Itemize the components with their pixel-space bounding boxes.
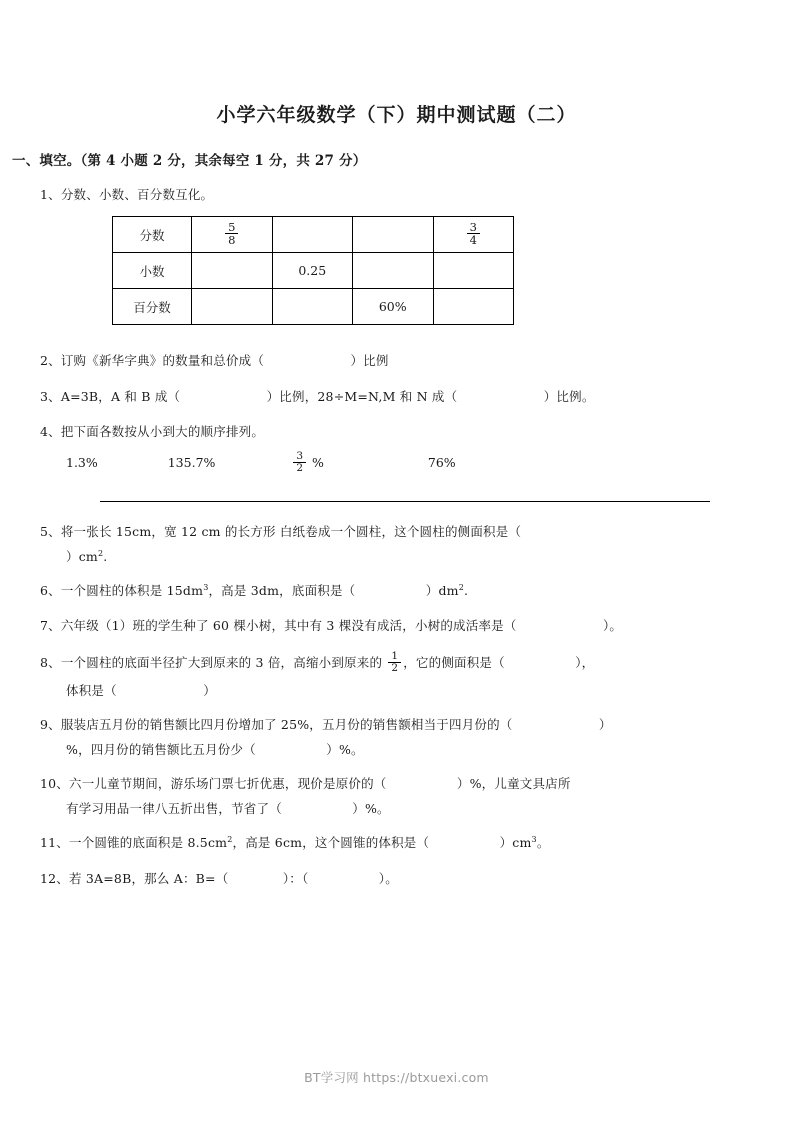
- section-heading-fill-in-blanks: 一、填空。（第 4 小题 2 分，其余每空 1 分，共 27 分）: [12, 153, 367, 169]
- page-title: 小学六年级数学（下）期中测试题（二）: [216, 104, 577, 126]
- table-cell[interactable]: [272, 217, 353, 253]
- question-11-end: 。: [536, 835, 550, 851]
- question-12-suffix: ）。: [378, 870, 398, 886]
- percent-sign: %: [312, 454, 324, 470]
- question-5-continuation: [0, 547, 793, 565]
- question-12: [0, 869, 793, 888]
- question-10-continuation: [0, 799, 793, 817]
- fraction-3-4: $\frac{3}{4}$: [467, 221, 480, 247]
- question-2-prefix: 2、订购《新华字典》的数量和总价成（: [40, 353, 265, 369]
- question-8-cont-prefix: 体积是（: [66, 682, 117, 698]
- question-10-middle: ）%，儿童文具店所: [456, 776, 571, 792]
- question-2-suffix: ）比例: [350, 353, 389, 369]
- exponent: 2: [458, 582, 465, 592]
- question-6-prefix: 6、一个圆柱的体积是 15dm: [40, 582, 204, 598]
- answer-rule: [100, 501, 710, 502]
- row-label-fraction: 分数: [113, 217, 192, 253]
- question-10-cont-suffix: ）%。: [352, 801, 390, 817]
- table-cell[interactable]: [192, 217, 273, 253]
- fraction-3-2: $\frac{3}{2}$: [293, 451, 306, 474]
- question-9-continuation: [0, 740, 793, 758]
- fraction-decimal-percent-table: [112, 216, 514, 325]
- table-cell[interactable]: 60%: [353, 289, 434, 325]
- question-6-end: .: [464, 582, 469, 598]
- question-8-middle: ，它的侧面积是（: [403, 654, 505, 670]
- table-cell[interactable]: [433, 253, 514, 289]
- question-9-prefix: 9、服装店五月份的销售额比四月份增加了 25%，五月份的销售额相当于四月份的（: [40, 716, 513, 732]
- question-12-middle: ）：（: [282, 870, 309, 886]
- question-8-cont-suffix: ）: [203, 682, 216, 698]
- table-cell[interactable]: [433, 217, 514, 253]
- row-label-decimal: 小数: [113, 253, 192, 289]
- question-8-prefix: 8、一个圆柱的底面半径扩大到原来的 3 倍，高缩小到原来的: [40, 654, 383, 670]
- question-8: [0, 649, 793, 675]
- exponent: 3: [203, 582, 209, 592]
- question-5-cont-prefix: ）cm: [66, 548, 98, 564]
- value-item: 135.7%: [167, 454, 216, 470]
- question-11-suffix: ）cm: [499, 835, 532, 851]
- question-4-values: [0, 449, 793, 475]
- exponent: 3: [531, 835, 537, 845]
- question-7-prefix: 7、六年级（1）班的学生种了 60 棵小树，其中有 3 棵没有成活，小树的成活率是（: [40, 618, 517, 634]
- question-6-suffix: ）dm: [425, 582, 459, 598]
- table-cell[interactable]: [353, 253, 434, 289]
- question-1-text: 1、分数、小数、百分数互化。: [40, 187, 214, 202]
- question-3-middle: ）比例，28÷M=N,M 和 N 成（: [266, 388, 458, 404]
- question-4-answer-line[interactable]: [0, 501, 793, 502]
- value-item: 76%: [427, 454, 456, 470]
- question-9-cont-prefix: %，四月份的销售额比五月份少（: [66, 742, 256, 758]
- question-6: [0, 581, 793, 600]
- question-7-suffix: ）。: [602, 618, 623, 634]
- table-row: [113, 253, 514, 289]
- question-4-text: 4、把下面各数按从小到大的顺序排列。: [40, 424, 265, 440]
- question-8-suffix: ），: [575, 654, 595, 670]
- conversion-table-wrapper: [0, 216, 793, 325]
- fraction-1-2: $\frac{1}{2}$: [388, 651, 401, 674]
- question-5-prefix: 5、将一张长 15cm，宽 12 cm 的长方形 白纸卷成一个圆柱，这个圆柱的侧面积是（: [40, 523, 522, 539]
- question-10-cont-prefix: 有学习用品一律八五折出售，节省了（: [66, 801, 282, 817]
- table-row: [113, 217, 514, 253]
- question-10-prefix: 10、六一儿童节期间，游乐场门票七折优惠，现价是原价的（: [40, 776, 387, 792]
- question-12-prefix: 12、若 3A=8B，那么 A：B=（: [40, 870, 229, 886]
- question-7: [0, 616, 793, 635]
- question-5: [0, 522, 793, 541]
- question-3-prefix: 3、A=3B，A 和 B 成（: [40, 388, 181, 404]
- question-9-cont-suffix: ）%。: [326, 742, 364, 758]
- question-6-middle: ，高是 3dm，底面积是（: [208, 582, 356, 598]
- question-2: [0, 351, 793, 370]
- value-item: 1.3%: [66, 454, 98, 470]
- table-cell[interactable]: [272, 289, 353, 325]
- question-3-suffix: ）比例。: [543, 388, 595, 404]
- question-11-prefix: 11、一个圆锥的底面积是 8.5cm: [40, 835, 228, 851]
- table-cell[interactable]: [433, 289, 514, 325]
- table-cell[interactable]: [192, 253, 273, 289]
- fraction-5-8: $\frac{5}{8}$: [225, 221, 238, 247]
- table-cell[interactable]: [353, 217, 434, 253]
- question-11: [0, 833, 793, 852]
- question-4: [0, 422, 793, 441]
- question-1: [0, 185, 793, 204]
- table-cell[interactable]: 0.25: [272, 253, 353, 289]
- footer-watermark: BT学习网 https://btxuexi.com: [304, 1070, 489, 1085]
- question-11-middle: ，高是 6cm，这个圆锥的体积是（: [232, 835, 430, 851]
- question-5-cont-suffix: .: [103, 548, 108, 564]
- question-9-suffix: ）: [598, 716, 612, 732]
- question-3: [0, 387, 793, 406]
- table-row: [113, 289, 514, 325]
- question-10: [0, 774, 793, 793]
- exponent: 2: [227, 835, 233, 845]
- question-9: [0, 715, 793, 734]
- question-8-continuation: [0, 681, 793, 699]
- row-label-percent: 百分数: [113, 289, 192, 325]
- exponent: 2: [97, 548, 104, 558]
- table-cell[interactable]: [192, 289, 273, 325]
